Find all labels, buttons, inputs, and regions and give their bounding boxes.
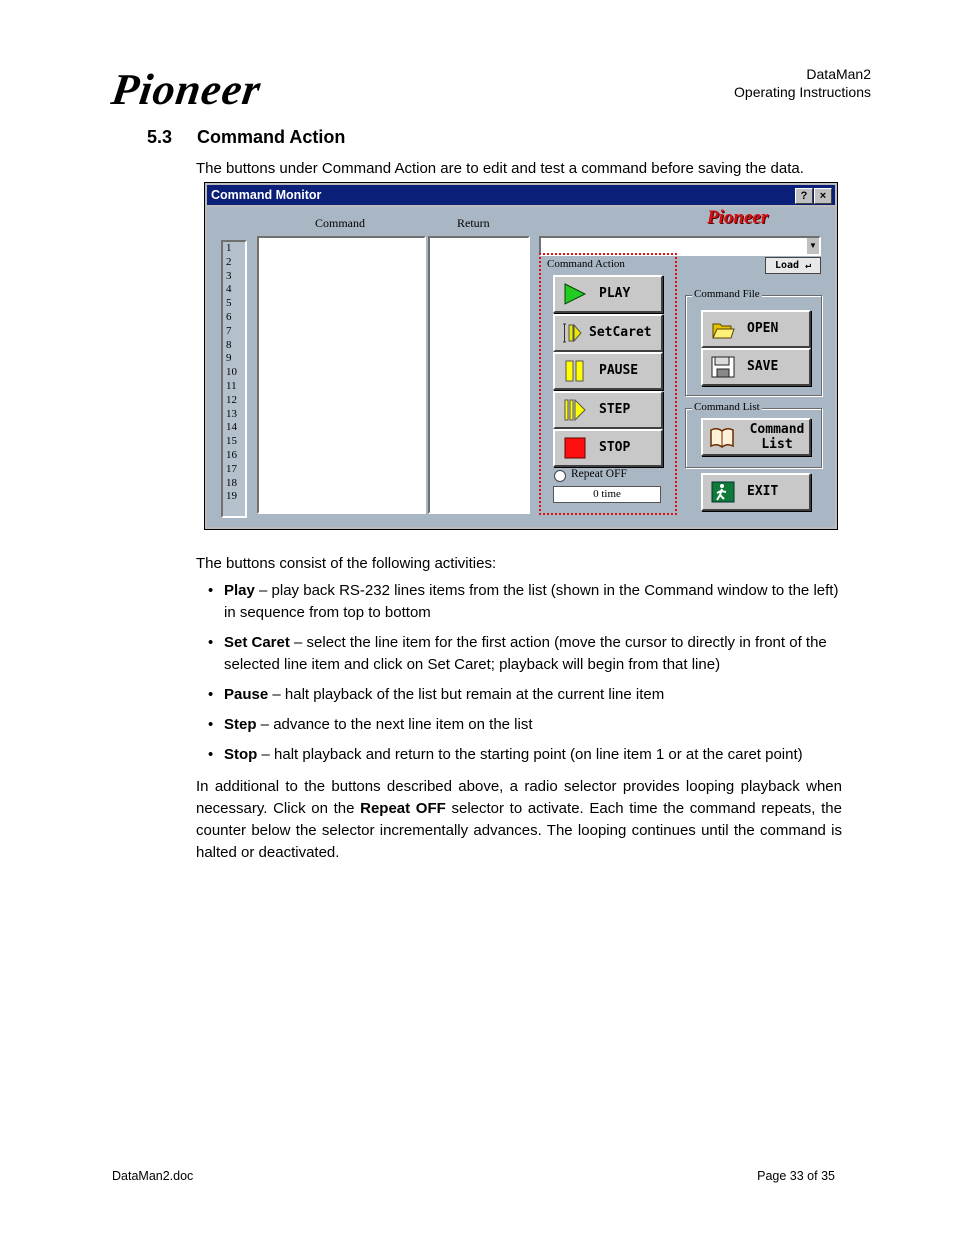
stop-icon [563,437,587,459]
pause-label: PAUSE [599,363,639,378]
list-item-desc: – advance to the next line item on the list [256,716,533,733]
section-number: 5.3 [147,127,173,147]
open-label: OPEN [747,321,779,336]
return-column-label: Return [457,216,490,230]
line-number: 6 [226,310,232,323]
pioneer-logo: Pioneer [108,65,265,114]
line-number: 15 [226,435,237,448]
list-item-term: Play [224,582,255,599]
command-file-label: Command File [694,288,760,300]
floppy-disk-icon [711,356,735,378]
line-number: 9 [226,352,232,365]
repeat-radio[interactable] [554,470,566,482]
close-button[interactable]: × [814,188,832,204]
line-number: 14 [226,421,237,434]
line-number: 2 [226,255,232,268]
list-item [208,632,842,676]
line-number: 19 [226,490,237,503]
looping-paragraph [196,776,842,864]
looping-text-2: selector to activate. Each time the command repeats, the counter below the selector incrementally advances. The looping continues until the command is halted or deactivated. [196,800,842,861]
play-button[interactable] [553,275,663,313]
help-button[interactable]: ? [795,188,813,204]
save-button[interactable] [701,348,811,386]
line-number: 7 [226,324,232,337]
doc-name: DataMan2 [806,66,871,82]
line-number: 10 [226,366,237,379]
open-button[interactable] [701,310,811,348]
section-title: Command Action [197,127,346,147]
list-item-term: Pause [224,686,269,703]
line-number: 17 [226,462,237,475]
list-item-term: Stop [224,746,258,763]
line-number: 3 [226,269,232,282]
command-list-line-1: Command [749,422,805,437]
intro-paragraph: The buttons under Command Action are to edit and test a command before saving the data. [196,160,804,177]
step-button[interactable] [553,391,663,429]
looping-text-1: In additional to the buttons described above, a radio selector provides looping playback when necessary. Click on the [196,778,842,817]
window-titlebar [207,185,835,205]
exit-icon [711,481,735,503]
list-item [208,580,842,624]
step-label: STEP [599,402,631,417]
pause-button[interactable] [553,352,663,390]
line-number: 13 [226,407,237,420]
setcaret-label: SetCaret [589,325,652,340]
line-number: 1 [226,242,232,254]
setcaret-icon [561,322,585,344]
line-number: 18 [226,476,237,489]
folder-icon [711,318,735,340]
looping-text-bold: Repeat OFF [360,800,446,817]
list-item-term: Set Caret [224,634,290,651]
command-column-label: Command [315,216,365,230]
line-number: 16 [226,448,237,461]
step-icon [563,399,587,421]
play-label: PLAY [599,286,631,301]
play-icon [563,283,587,305]
activity-list [208,580,842,766]
doc-subtitle: Operating Instructions [734,84,871,100]
line-number: 4 [226,283,232,296]
command-list-button[interactable] [701,418,811,456]
setcaret-button[interactable] [553,314,663,352]
section-heading [147,127,345,148]
command-monitor-window [204,182,838,530]
repeat-counter: 0 time [553,486,661,503]
list-item-term: Step [224,716,257,733]
line-number: 12 [226,393,237,406]
list-item-desc: – halt playback of the list but remain at the current line item [268,686,665,703]
list-item [208,714,842,736]
exit-label: EXIT [747,484,779,499]
list-item-desc: – play back RS-232 lines items from the list (shown in the Command window to the left) in sequence from top to bottom [224,582,839,621]
list-item-desc: – halt playback and return to the starting point (on line item 1 or at the caret point) [257,746,803,763]
repeat-label[interactable]: Repeat OFF [571,468,627,480]
command-list-button-text [747,422,807,452]
command-textarea[interactable] [257,236,426,514]
command-list-label: Command List [694,401,760,413]
book-icon [707,426,737,448]
list-item-desc: – select the line item for the first action (move the cursor to directly in front of the selected line item and click on Set Caret; playback will begin from that line) [224,634,827,673]
line-number-column [221,240,247,518]
return-textarea[interactable] [428,236,530,514]
list-item [208,744,842,766]
save-label: SAVE [747,359,779,374]
stop-label: STOP [599,440,631,455]
window-pioneer-logo: Pioneer [707,207,769,228]
window-title: Command Monitor [211,188,322,202]
command-action-label: Command Action [547,258,625,270]
window-body [207,207,835,527]
chevron-down-icon[interactable]: ▼ [807,238,819,254]
pause-icon [563,360,587,382]
list-intro: The buttons consist of the following activities: [196,555,497,572]
footer-filename: DataMan2.doc [112,1169,194,1183]
line-number: 8 [226,338,232,351]
line-number: 5 [226,297,232,310]
line-number: 11 [226,379,237,392]
command-list-line-2: List [761,437,793,452]
list-item [208,684,842,706]
footer-page-number: Page 33 of 35 [757,1169,835,1183]
stop-button[interactable] [553,429,663,467]
exit-button[interactable] [701,473,811,511]
load-button[interactable]: Load ↵ [765,257,821,274]
